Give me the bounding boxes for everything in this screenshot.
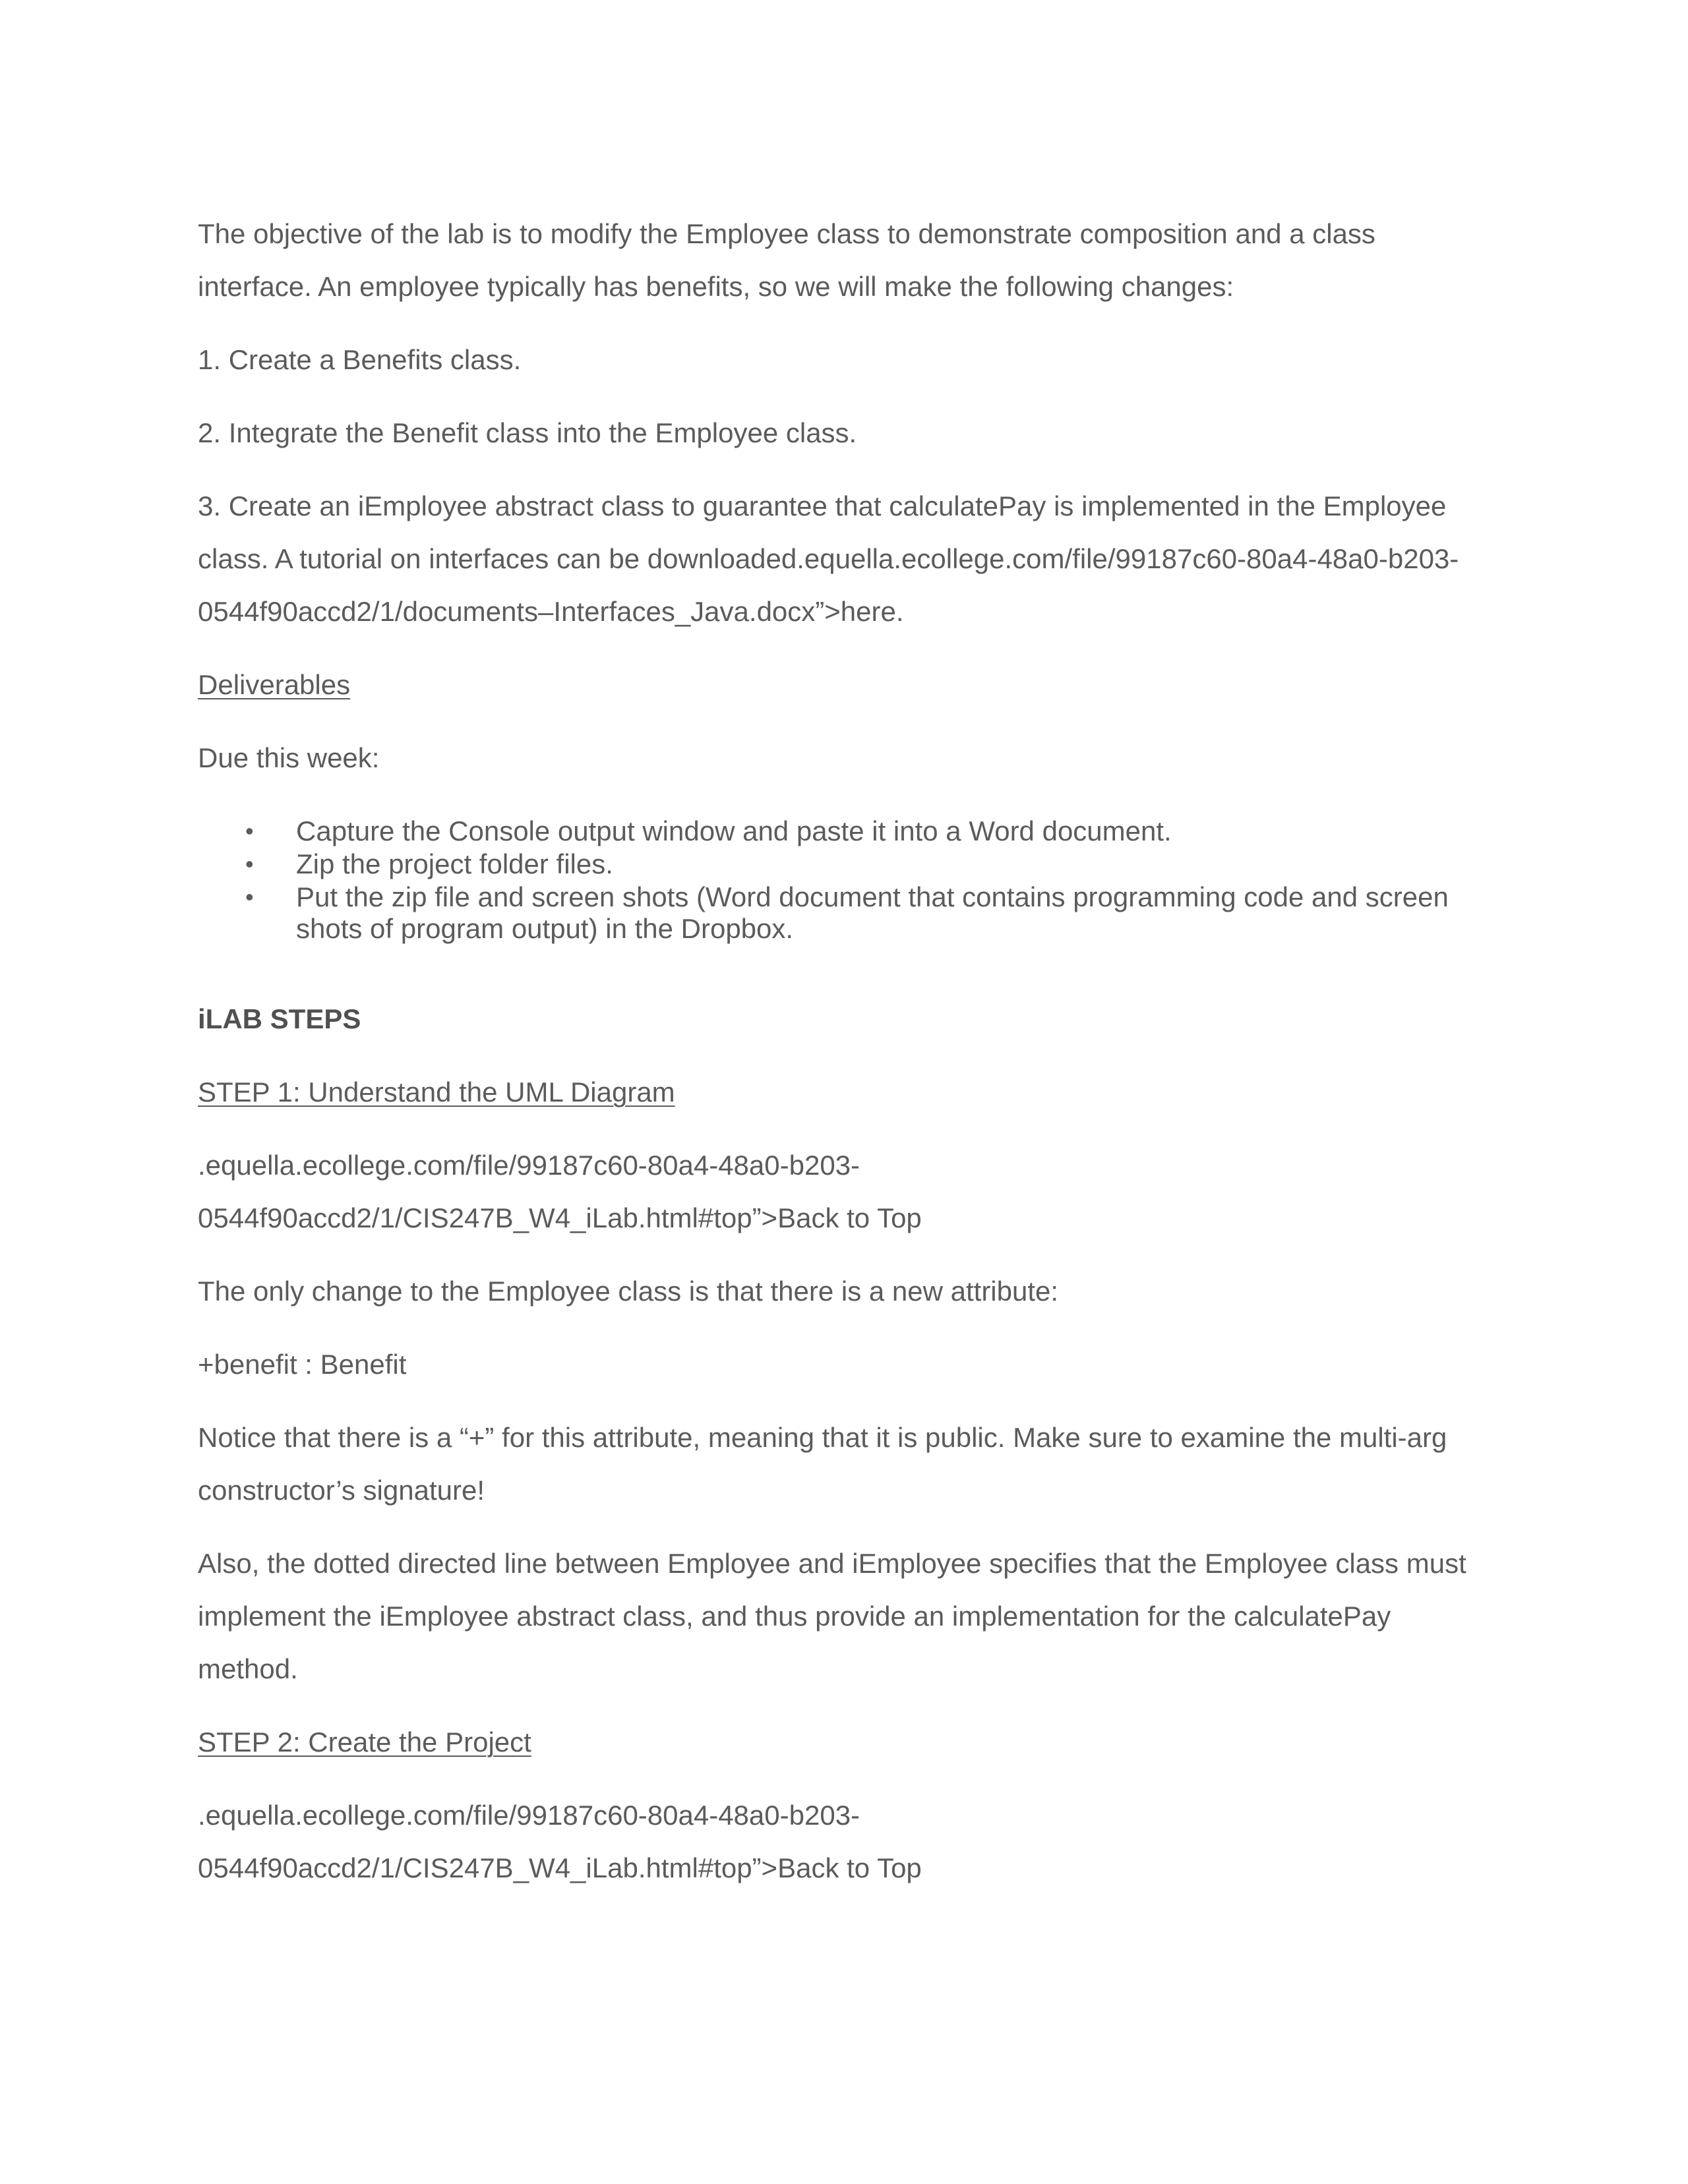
step2-link-line-2[interactable]: 0544f90accd2/1/CIS247B_W4_iLab.html#top”>Back to Top bbox=[198, 1852, 922, 1883]
ilab-steps-heading: iLAB STEPS bbox=[198, 1003, 361, 1034]
also-line-3: method. bbox=[198, 1653, 298, 1684]
due-this-week: Due this week: bbox=[198, 742, 380, 773]
step2-heading: STEP 2: Create the Project bbox=[198, 1727, 531, 1757]
intro-line-2: interface. An employee typically has benefits, so we will make the following changes: bbox=[198, 271, 1234, 302]
bullet-icon: • bbox=[245, 850, 254, 877]
list-item-3-line-3: 0544f90accd2/1/documents–Interfaces_Java.docx”>here. bbox=[198, 596, 904, 627]
notice-line-2: constructor’s signature! bbox=[198, 1475, 485, 1506]
attribute-text: +benefit : Benefit bbox=[198, 1349, 407, 1380]
also-line-1: Also, the dotted directed line between Employee and iEmployee specifies that the Employee class must bbox=[198, 1548, 1466, 1579]
step1-link-line-2[interactable]: 0544f90accd2/1/CIS247B_W4_iLab.html#top”>Back to Top bbox=[198, 1202, 922, 1233]
deliverables-heading: Deliverables bbox=[198, 669, 351, 700]
bullet-item-3-line-2: shots of program output) in the Dropbox. bbox=[296, 913, 794, 944]
bullet-icon: • bbox=[245, 883, 254, 910]
step1-heading: STEP 1: Understand the UML Diagram bbox=[198, 1077, 675, 1107]
only-change-text: The only change to the Employee class is that there is a new attribute: bbox=[198, 1276, 1059, 1307]
bullet-item-2: Zip the project folder files. bbox=[296, 848, 613, 879]
bullet-item-3-line-1: Put the zip file and screen shots (Word document that contains programming code and screen bbox=[296, 881, 1449, 912]
bullet-item-1: Capture the Console output window and paste it into a Word document. bbox=[296, 815, 1172, 846]
step1-link-line-1[interactable]: .equella.ecollege.com/file/99187c60-80a4-48a0-b203- bbox=[198, 1150, 860, 1181]
step2-link-line-1[interactable]: .equella.ecollege.com/file/99187c60-80a4-48a0-b203- bbox=[198, 1800, 860, 1831]
list-item-2: 2. Integrate the Benefit class into the Employee class. bbox=[198, 417, 857, 448]
also-line-2: implement the iEmployee abstract class, and thus provide an implementation for the calculatePay bbox=[198, 1601, 1391, 1632]
intro-line-1: The objective of the lab is to modify the Employee class to demonstrate composition and a class bbox=[198, 218, 1375, 249]
bullet-icon: • bbox=[245, 817, 254, 844]
notice-line-1: Notice that there is a “+” for this attribute, meaning that it is public. Make sure to examine the multi-arg bbox=[198, 1422, 1447, 1453]
list-item-3-line-2: class. A tutorial on interfaces can be downloaded.equella.ecollege.com/file/99187c60-80a4-48a0-b203- bbox=[198, 543, 1459, 574]
list-item-3-line-1: 3. Create an iEmployee abstract class to guarantee that calculatePay is implemented in the Employee bbox=[198, 490, 1447, 521]
list-item-1: 1. Create a Benefits class. bbox=[198, 344, 522, 375]
